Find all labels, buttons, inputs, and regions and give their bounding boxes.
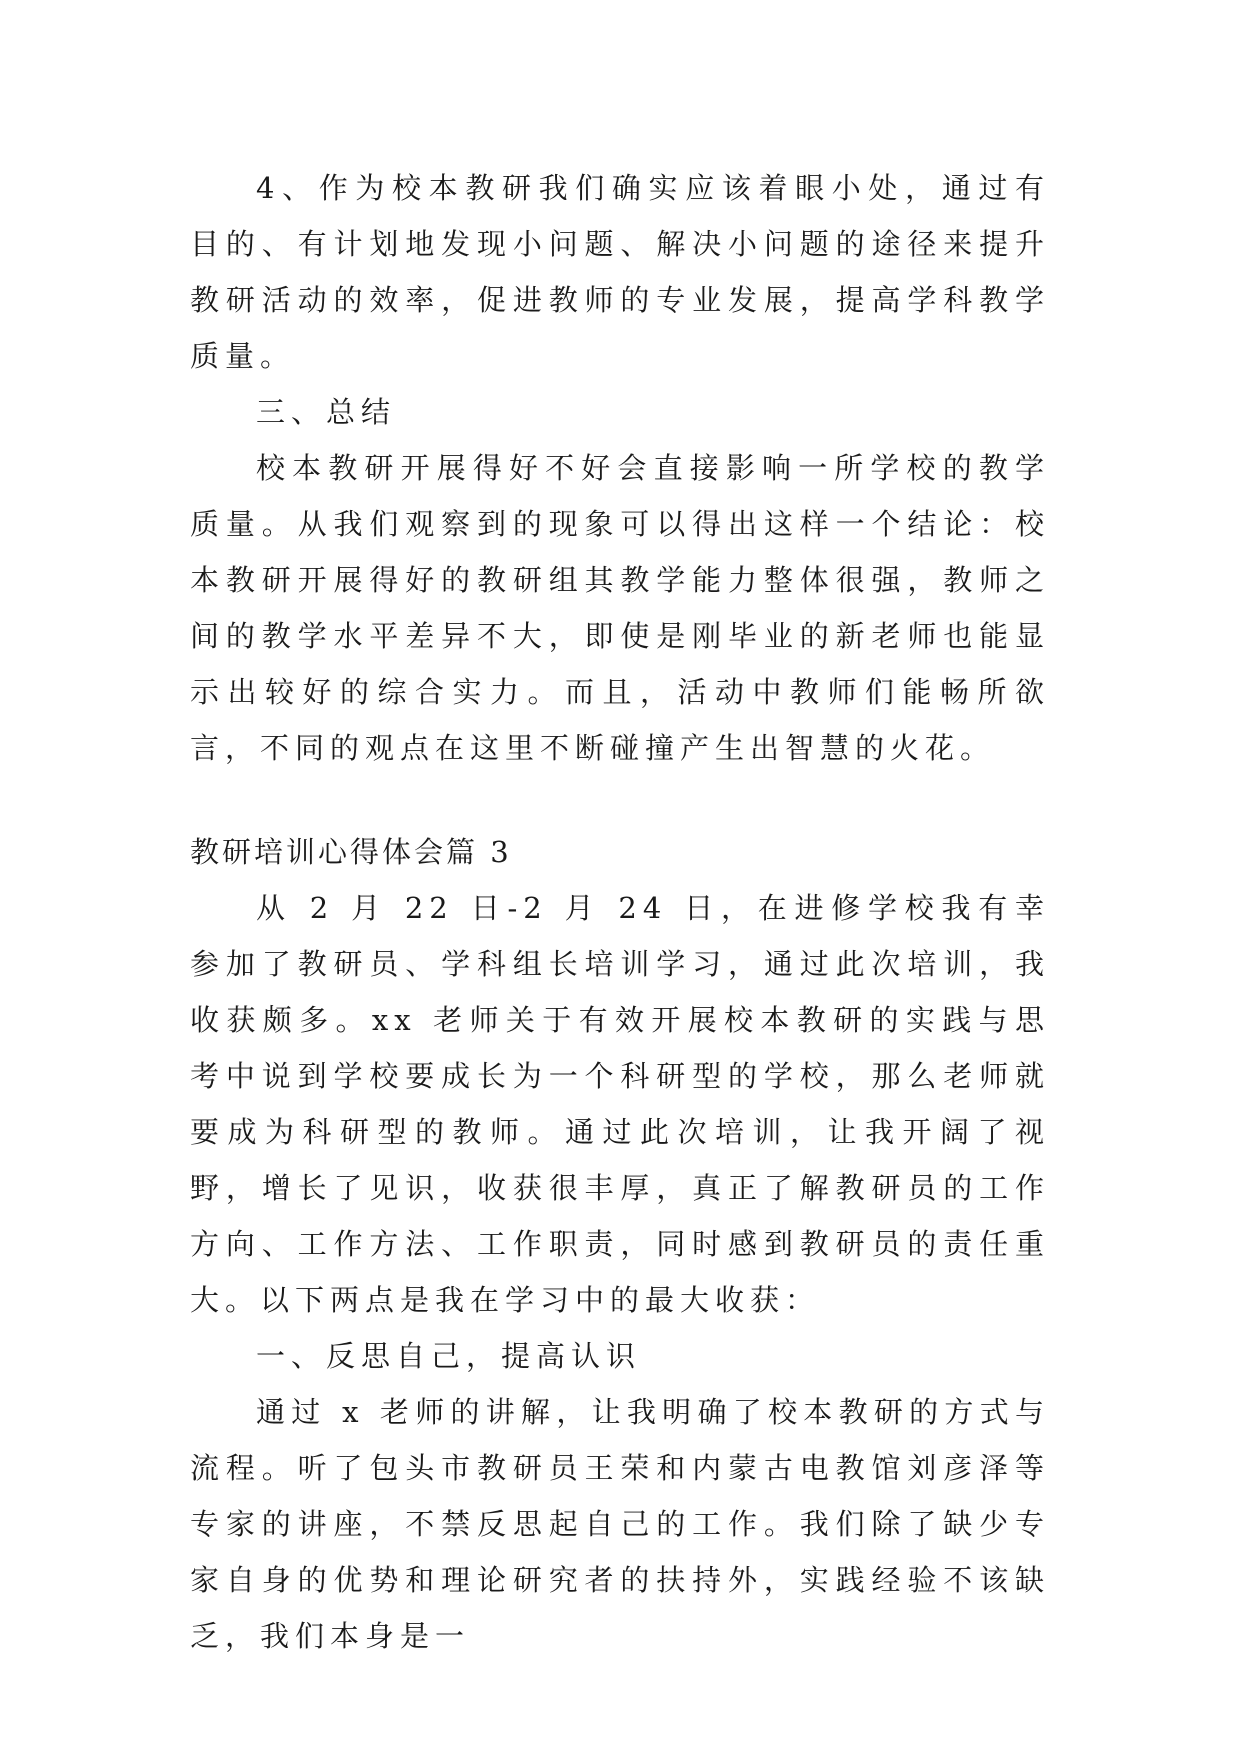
summary-paragraph: 校本教研开展得好不好会直接影响一所学校的教学质量。从我们观察到的现象可以得出这样一个结论：校本教研开展得好的教研组其教学能力整体很强，教师之间的教学水平差异不大，即使是刚毕业的新老师也能显示出较好的综合实力。而且，活动中教师们能畅所欲言，不同的观点在这里不断碰撞产生出智慧的火花。 <box>190 451 1050 765</box>
summary-heading: 三、总结 <box>256 395 397 429</box>
paragraph-point-4: 4、作为校本教研我们确实应该着眼小处，通过有目的、有计划地发现小问题、解决小问题的途径来提升教研活动的效率，促进教师的专业发展，提高学科教学质量。 <box>190 171 1050 373</box>
subheading-reflect: 一、反思自己，提高认识 <box>256 1339 642 1373</box>
document-body <box>190 160 1050 1664</box>
section-paragraph-1: 从 2 月 22 日-2 月 24 日，在进修学校我有幸参加了教研员、学科组长培训学习，通过此次培训，我收获颇多。xx 老师关于有效开展校本教研的实践与思考中说到学校要成长为一个科研型的学校，那么老师就要成为科研型的教师。通过此次培训，让我开阔了视野，增长了见识，收获很丰厚，真正了解教研员的工作方向、工作方法、工作职责，同时感到教研员的责任重大。以下两点是我在学习中的最大收获： <box>190 891 1050 1317</box>
section-paragraph-2: 通过 x 老师的讲解，让我明确了校本教研的方式与流程。听了包头市教研员王荣和内蒙古电教馆刘彦泽等专家的讲座，不禁反思起自己的工作。我们除了缺少专家自身的优势和理论研究者的扶持外，实践经验不该缺乏，我们本身是一 <box>190 1395 1050 1653</box>
section-title: 教研培训心得体会篇 3 <box>190 835 512 869</box>
